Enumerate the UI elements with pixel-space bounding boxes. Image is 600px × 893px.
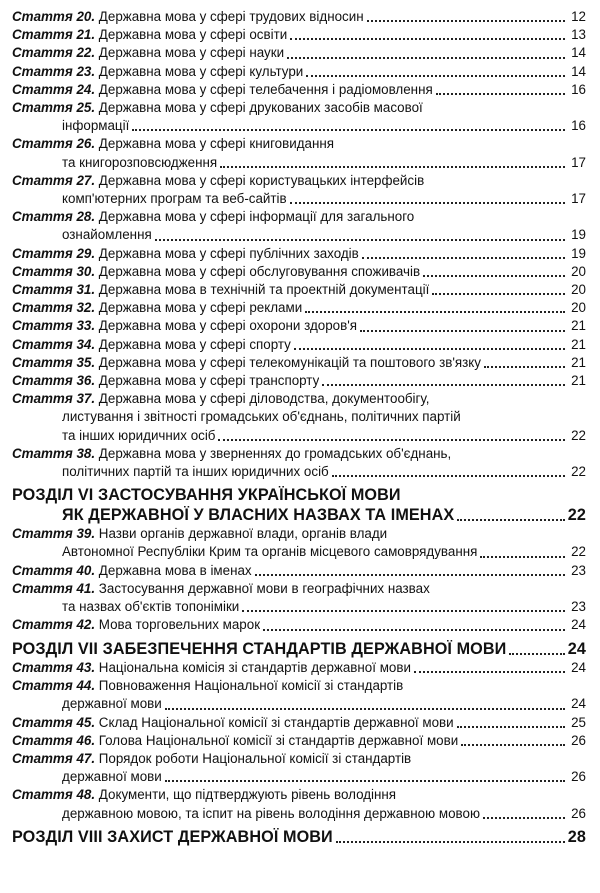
- toc-line-text: [62, 190, 287, 208]
- toc-entry: [12, 750, 586, 786]
- page-number: 23: [571, 562, 586, 578]
- toc-entry-lines: [12, 640, 586, 660]
- toc-title-text: державної мови: [62, 696, 162, 712]
- dot-leader: [132, 129, 565, 131]
- toc-title-text: Голова Національної комісії зі стандартів державної мови: [98, 732, 459, 748]
- article-label: Стаття 42.: [12, 617, 96, 633]
- toc-entry: [12, 44, 586, 62]
- toc-title-text: інформації: [62, 118, 130, 134]
- toc-entry-lines: [12, 81, 586, 99]
- toc-entry-lines: [12, 750, 586, 786]
- toc-line-text: [12, 63, 303, 81]
- dot-leader: [290, 38, 565, 40]
- toc-line-text: [62, 543, 477, 561]
- toc-title-text: державної мови: [62, 769, 162, 785]
- article-label: Стаття 39.: [12, 526, 96, 542]
- toc-entry: [12, 281, 586, 299]
- page-number: 25: [571, 714, 586, 730]
- toc-line-text: [12, 391, 430, 406]
- toc-line: [12, 506, 586, 526]
- article-label: Стаття 47.: [12, 751, 96, 767]
- toc-entry-lines: [12, 263, 586, 281]
- toc-entry-lines: [12, 372, 586, 390]
- article-label: Стаття 30.: [12, 263, 96, 279]
- page-number: 20: [571, 263, 586, 279]
- article-label: Стаття 28.: [12, 209, 96, 225]
- page-number: 14: [571, 63, 586, 79]
- dot-leader: [484, 366, 565, 368]
- toc-line-text: [12, 616, 260, 634]
- toc-line-text: [62, 427, 215, 445]
- dot-leader: [457, 726, 565, 728]
- page-number: 28: [567, 827, 586, 846]
- toc-title-text: Повноваження Національної комісії зі стандартів: [98, 678, 404, 694]
- dot-leader: [263, 629, 565, 631]
- toc-entry: [12, 317, 586, 335]
- toc-entry-lines: [12, 99, 586, 135]
- toc-entry: [12, 8, 586, 26]
- toc-line: [12, 63, 586, 81]
- toc-title-text: Державна мова у сфері спорту: [98, 336, 291, 352]
- toc-entry: [12, 562, 586, 580]
- page-number: 24: [571, 696, 586, 712]
- toc-title-text: Державна мова у сфері транспорту: [98, 373, 320, 389]
- toc-line: [12, 390, 586, 408]
- toc-title-text: Державна мова у сфері обслуговування споживачів: [98, 263, 421, 279]
- toc-line-text: [12, 372, 319, 390]
- toc-line: [12, 640, 586, 660]
- page-number: 16: [571, 81, 586, 97]
- toc-line: [12, 281, 586, 299]
- article-label: Стаття 33.: [12, 318, 96, 334]
- toc-line-text: [12, 281, 429, 299]
- dot-leader: [480, 556, 565, 558]
- toc-entry: [12, 299, 586, 317]
- toc-title-text: Склад Національної комісії зі стандартів державної мови: [98, 714, 454, 730]
- toc-title-text: Державна мова у сфері трудових відносин: [98, 9, 364, 24]
- toc-entry-lines: [12, 8, 586, 26]
- toc-entry-lines: [12, 445, 586, 481]
- page-number: 20: [571, 282, 586, 298]
- toc-title-text: Державна мова у сфері діловодства, документообігу,: [98, 391, 430, 407]
- toc-line-text: [12, 136, 334, 151]
- toc-entry-lines: [12, 135, 586, 171]
- toc-line-text: [12, 336, 291, 354]
- page-number: 22: [571, 544, 586, 560]
- toc-title-text: та назвах об'єктів топоніміки: [62, 599, 240, 615]
- toc-line: [12, 336, 586, 354]
- toc-line: [12, 263, 586, 281]
- toc-line: [12, 44, 586, 62]
- page-number: 22: [571, 427, 586, 443]
- toc-line: [12, 245, 586, 263]
- toc-line-text: [12, 678, 403, 693]
- toc-title-text: листування і звітності громадських об'єднань, політичних партій: [62, 409, 461, 425]
- toc-line-text: [12, 81, 433, 99]
- toc-entry: [12, 714, 586, 732]
- toc-line: [12, 408, 586, 426]
- toc-line: [12, 659, 586, 677]
- toc-section: [12, 486, 586, 525]
- toc-line-text: [62, 154, 217, 172]
- toc-entry: [12, 336, 586, 354]
- dot-leader: [360, 330, 565, 332]
- toc-line: [12, 463, 586, 481]
- toc-entry: [12, 732, 586, 750]
- toc-entry-lines: [12, 208, 586, 244]
- toc-line-text: [12, 581, 430, 596]
- page-number: 24: [567, 639, 586, 658]
- toc-line-text: [12, 26, 287, 44]
- dot-leader: [155, 239, 565, 241]
- toc-entry: [12, 445, 586, 481]
- dot-leader: [367, 20, 565, 22]
- toc-entry-lines: [12, 580, 586, 616]
- dot-leader: [432, 293, 565, 295]
- toc-entry: [12, 245, 586, 263]
- toc-section: [12, 640, 586, 660]
- toc-line: [12, 768, 586, 786]
- toc-entry: [12, 263, 586, 281]
- toc-entry: [12, 390, 586, 445]
- toc-title-text: політичних партій та інших юридичних осіб: [62, 464, 329, 480]
- toc-line-text: [12, 173, 424, 188]
- dot-leader: [294, 348, 565, 350]
- toc-line-text: [12, 317, 357, 335]
- page-number: 17: [571, 191, 586, 207]
- toc-line: [12, 525, 586, 543]
- toc-line-text: [62, 598, 239, 616]
- toc-line: [12, 208, 586, 226]
- toc-entry: [12, 354, 586, 372]
- toc-title-text: РОЗДІЛ VIII ЗАХИСТ ДЕРЖАВНОЇ МОВИ: [12, 827, 333, 846]
- toc-line: [12, 372, 586, 390]
- toc-section: [12, 828, 586, 848]
- toc-entry-lines: [12, 245, 586, 263]
- toc-entry: [12, 616, 586, 634]
- toc-line-text: [12, 245, 359, 263]
- toc-title-text: Державна мова у сфері науки: [98, 45, 285, 61]
- article-label: Стаття 22.: [12, 45, 96, 61]
- toc-line-text: [12, 526, 387, 541]
- toc-line: [12, 732, 586, 750]
- toc-line-text: [12, 263, 420, 281]
- page-number: 21: [571, 318, 586, 334]
- toc-entry: [12, 208, 586, 244]
- toc-title-text: Автономної Республіки Крим та органів місцевого самоврядування: [62, 544, 478, 560]
- toc-line-text: [12, 640, 506, 660]
- article-label: Стаття 40.: [12, 562, 96, 578]
- page-number: 26: [571, 769, 586, 785]
- dot-leader: [220, 166, 565, 168]
- toc-title-text: Державна мова в іменах: [98, 562, 252, 578]
- article-label: Стаття 34.: [12, 336, 96, 352]
- toc-line-text: [12, 751, 411, 766]
- dot-leader: [332, 475, 565, 477]
- toc-line-text: [12, 828, 333, 848]
- toc-entry-lines: [12, 299, 586, 317]
- toc-entry: [12, 135, 586, 171]
- toc-entry-lines: [12, 281, 586, 299]
- toc-entry-lines: [12, 172, 586, 208]
- toc-title-text: ЯК ДЕРЖАВНОЇ У ВЛАСНИХ НАЗВАХ ТА ІМЕНАХ: [62, 505, 455, 524]
- page-number: 21: [571, 373, 586, 389]
- toc-line: [12, 750, 586, 768]
- page-number: 17: [571, 154, 586, 170]
- page-number: 19: [571, 227, 586, 243]
- article-label: Стаття 43.: [12, 660, 96, 675]
- toc-title-text: Назви органів державної влади, органів влади: [98, 526, 388, 542]
- toc-title-text: Державна мова у сфері телекомунікацій та поштового зв'язку: [98, 354, 482, 370]
- toc-line: [12, 317, 586, 335]
- toc-entry-lines: [12, 786, 586, 822]
- article-label: Стаття 35.: [12, 354, 96, 370]
- dot-leader: [336, 841, 565, 843]
- article-label: Стаття 24.: [12, 81, 96, 97]
- toc-line: [12, 26, 586, 44]
- toc-title-text: Державна мова у сфері освіти: [98, 27, 288, 43]
- toc-entry-lines: [12, 63, 586, 81]
- article-label: Стаття 21.: [12, 27, 96, 43]
- toc-line: [12, 562, 586, 580]
- page-number: 14: [571, 45, 586, 61]
- toc-line: [12, 714, 586, 732]
- article-label: Стаття 36.: [12, 373, 96, 389]
- toc-line-text: [12, 732, 458, 750]
- dot-leader: [483, 817, 565, 819]
- toc-entry: [12, 677, 586, 713]
- toc-entry: [12, 786, 586, 822]
- dot-leader: [290, 202, 565, 204]
- toc-line-text: [62, 463, 329, 481]
- dot-leader: [255, 574, 565, 576]
- article-label: Стаття 37.: [12, 391, 96, 407]
- dot-leader: [362, 257, 565, 259]
- page-number: 22: [571, 464, 586, 480]
- toc-line: [12, 226, 586, 244]
- toc-line-text: [62, 226, 152, 244]
- toc-title-text: Порядок роботи Національної комісії зі стандартів: [98, 751, 412, 767]
- toc-line-text: [62, 409, 461, 424]
- toc-entry-lines: [12, 486, 586, 525]
- toc-title-text: ознайомлення: [62, 227, 152, 243]
- toc-line-text: [12, 44, 284, 62]
- article-label: Стаття 31.: [12, 282, 96, 298]
- toc-title-text: Державна мова у сфері інформації для загального: [98, 209, 415, 225]
- toc-entry-lines: [12, 44, 586, 62]
- dot-leader: [305, 311, 565, 313]
- toc-entry-lines: [12, 317, 586, 335]
- dot-leader: [461, 744, 565, 746]
- toc-line-text: [62, 695, 162, 713]
- toc-entry-lines: [12, 354, 586, 372]
- article-label: Стаття 38.: [12, 445, 96, 461]
- toc-line: [12, 598, 586, 616]
- toc-entry: [12, 525, 586, 561]
- toc-line: [12, 427, 586, 445]
- toc-entry-lines: [12, 828, 586, 848]
- article-label: Стаття 41.: [12, 580, 96, 596]
- toc-entry-lines: [12, 616, 586, 634]
- toc-entry: [12, 172, 586, 208]
- dot-leader: [242, 610, 565, 612]
- toc-line: [12, 81, 586, 99]
- toc-entry-lines: [12, 714, 586, 732]
- toc-line-text: [62, 768, 162, 786]
- toc-line-text: [12, 299, 302, 317]
- toc-title-text: Мова торговельних марок: [98, 617, 261, 633]
- article-label: Стаття 32.: [12, 300, 96, 316]
- toc-line: [12, 616, 586, 634]
- dot-leader: [322, 384, 565, 386]
- article-label: Стаття 27.: [12, 172, 96, 188]
- toc-title-text: Державна мова у сфері телебачення і радіомовлення: [98, 81, 433, 97]
- dot-leader: [414, 671, 565, 673]
- page-number: 22: [567, 505, 586, 524]
- toc-line: [12, 805, 586, 823]
- toc-line-text: [12, 354, 481, 372]
- article-label: Стаття 25.: [12, 100, 96, 116]
- toc-line-text: [12, 486, 401, 504]
- toc-entry: [12, 659, 586, 677]
- dot-leader: [423, 275, 565, 277]
- toc-entry: [12, 99, 586, 135]
- dot-leader: [165, 780, 565, 782]
- toc-title-text: та інших юридичних осіб: [62, 427, 216, 443]
- dot-leader: [436, 93, 565, 95]
- toc-line-text: [12, 659, 411, 677]
- toc-title-text: Державна мова у сфері друкованих засобів масової: [98, 100, 423, 116]
- toc-line: [12, 154, 586, 172]
- toc-title-text: Документи, що підтверджують рівень володіння: [98, 787, 397, 803]
- toc-line: [12, 8, 586, 26]
- toc-entry: [12, 26, 586, 44]
- page-number: 26: [571, 732, 586, 748]
- toc-entry-lines: [12, 390, 586, 445]
- page-number: 23: [571, 599, 586, 615]
- page-number: 26: [571, 805, 586, 821]
- article-label: Стаття 48.: [12, 787, 96, 803]
- toc-line: [12, 99, 586, 117]
- toc-line: [12, 135, 586, 153]
- page-number: 19: [571, 245, 586, 261]
- dot-leader: [306, 75, 565, 77]
- page-number: 24: [571, 617, 586, 633]
- page-number: 13: [571, 27, 586, 43]
- toc-entry: [12, 580, 586, 616]
- toc-entry-lines: [12, 732, 586, 750]
- toc-title-text: Державна мова у зверненнях до громадських об'єднань,: [98, 445, 452, 461]
- toc-line: [12, 486, 586, 506]
- toc-title-text: Державна мова у сфері реклами: [98, 300, 303, 316]
- toc-line: [12, 695, 586, 713]
- toc-line: [12, 786, 586, 804]
- toc-entry-lines: [12, 336, 586, 354]
- toc-line: [12, 677, 586, 695]
- page-number: 21: [571, 354, 586, 370]
- toc-line: [12, 580, 586, 598]
- toc-entry-lines: [12, 659, 586, 677]
- toc-line-text: [62, 506, 454, 526]
- toc-line-text: [62, 117, 129, 135]
- toc-line-text: [12, 787, 396, 802]
- article-label: Стаття 46.: [12, 732, 96, 748]
- dot-leader: [509, 653, 564, 655]
- toc-line: [12, 445, 586, 463]
- toc-line-text: [12, 446, 451, 461]
- toc-line-text: [62, 805, 480, 823]
- toc-entry: [12, 81, 586, 99]
- toc-line: [12, 543, 586, 561]
- toc-line: [12, 354, 586, 372]
- toc-line: [12, 299, 586, 317]
- page-number: 20: [571, 300, 586, 316]
- toc-line-text: [12, 562, 252, 580]
- page-number: 21: [571, 336, 586, 352]
- article-label: Стаття 26.: [12, 136, 96, 152]
- toc-line-text: [12, 714, 454, 732]
- toc-title-text: Державна мова у сфері користувацьких інтерфейсів: [98, 172, 425, 188]
- toc-title-text: Державна мова у сфері охорони здоров'я: [98, 318, 358, 334]
- toc-entry-lines: [12, 562, 586, 580]
- toc-title-text: державною мовою, та іспит на рівень володіння державною мовою: [62, 805, 480, 821]
- toc-entry-lines: [12, 677, 586, 713]
- toc-line: [12, 828, 586, 848]
- article-label: Стаття 20.: [12, 9, 96, 24]
- article-label: Стаття 29.: [12, 245, 96, 261]
- toc-line: [12, 172, 586, 190]
- toc-line: [12, 117, 586, 135]
- article-label: Стаття 44.: [12, 678, 96, 694]
- toc-title-text: Державна мова у сфері книговидання: [98, 136, 335, 152]
- toc-line-text: [12, 100, 423, 115]
- toc-line: [12, 190, 586, 208]
- toc-title-text: Застосування державної мови в географічних назвах: [98, 580, 430, 596]
- toc-title-text: Національна комісія зі стандартів державної мови: [98, 660, 411, 675]
- toc-entry: [12, 372, 586, 390]
- toc-title-text: Державна мова в технічній та проектній документації: [98, 282, 430, 298]
- dot-leader: [165, 708, 565, 710]
- toc-title-text: та книгорозповсюдження: [62, 154, 218, 170]
- toc-line-text: [12, 209, 414, 224]
- toc-entry-lines: [12, 525, 586, 561]
- toc-line-text: [12, 8, 364, 26]
- toc-title-text: РОЗДІЛ VII ЗАБЕЗПЕЧЕННЯ СТАНДАРТІВ ДЕРЖАВНОЇ МОВИ: [12, 639, 507, 658]
- dot-leader: [287, 57, 565, 59]
- article-label: Стаття 45.: [12, 714, 96, 730]
- toc-title-text: комп'ютерних програм та веб-сайтів: [62, 191, 287, 207]
- page-number: 24: [571, 660, 586, 675]
- toc-entry-lines: [12, 26, 586, 44]
- toc-title-text: РОЗДІЛ VI ЗАСТОСУВАННЯ УКРАЇНСЬКОЇ МОВИ: [12, 486, 401, 505]
- toc-title-text: Державна мова у сфері культури: [98, 63, 304, 79]
- page-number: 12: [571, 9, 586, 24]
- toc-entry: [12, 63, 586, 81]
- page-number: 16: [571, 118, 586, 134]
- dot-leader: [218, 439, 565, 441]
- article-label: Стаття 23.: [12, 63, 96, 79]
- dot-leader: [457, 519, 564, 521]
- toc-title-text: Державна мова у сфері публічних заходів: [98, 245, 359, 261]
